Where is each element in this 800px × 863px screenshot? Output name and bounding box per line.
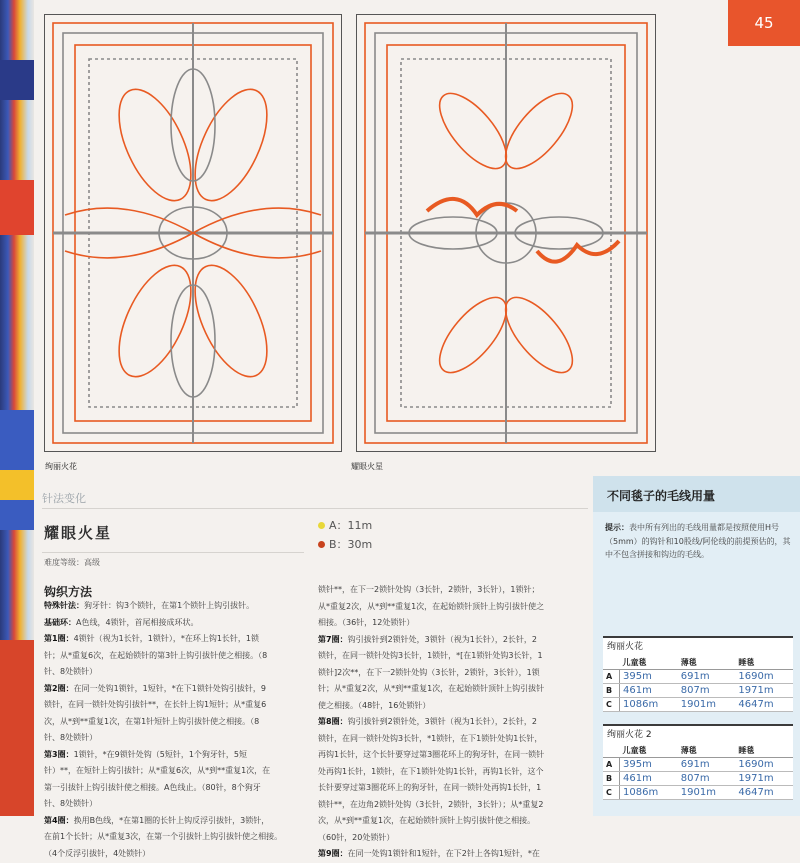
instruction-right-line: 锁针，在同一锁针处钩3长针，1锁针，*[在1锁针处钩3长针，1 xyxy=(318,651,543,660)
diagram-caption-right: 耀眼火星 xyxy=(351,462,383,471)
table-row xyxy=(603,698,793,712)
instruction-left-line: 在前1个长针；从*重复3次，在第一个引拔针上钩引拔针使之相接。 xyxy=(44,832,283,841)
table-row xyxy=(603,772,793,786)
yarn-amount: 1971m xyxy=(735,684,793,698)
section-kicker: 针法变化 xyxy=(42,492,86,505)
table-row xyxy=(603,684,793,698)
yarn-amount: 395m xyxy=(620,758,678,772)
instruction-left-line: 针、8处锁针） xyxy=(44,799,98,808)
yarn-table-header: 睡毯 xyxy=(735,656,793,670)
yarn-b-swatch-icon xyxy=(318,541,325,548)
yarn-row-label: B xyxy=(603,684,620,698)
yarn-amount: 4647m xyxy=(735,786,793,800)
yarn-table-header xyxy=(603,744,620,758)
yarn-amount: 461m xyxy=(620,772,678,786)
yarn-b-label: B：30m xyxy=(329,538,373,551)
yarn-row-label: A xyxy=(603,758,620,772)
yarn-a-label: A：11m xyxy=(329,519,373,532)
book-spine xyxy=(0,0,34,816)
yarn-a xyxy=(318,517,372,533)
yarn-table-header xyxy=(603,656,620,670)
instruction-left-line: 次，从*到**重复1次，在第1针短针上钩引拔针使之相接。（8 xyxy=(44,716,260,726)
yarn-table-grid xyxy=(603,656,793,712)
diagram-left-art xyxy=(45,15,341,451)
yarn-amount: 691m xyxy=(678,758,736,772)
yarn-row-label: C xyxy=(603,698,620,712)
table-row xyxy=(603,670,793,684)
instruction-right-line: 锁针**，在下一2锁针处钩（3长针，2锁针，3长针），1锁针； xyxy=(318,585,540,594)
yarn-row-label: C xyxy=(603,786,620,800)
spine-stripe xyxy=(0,640,34,816)
yarn-amount: 1690m xyxy=(735,758,793,772)
page-number: 45 xyxy=(728,0,800,46)
instruction-right-line: 长针要穿过第3圈花环上的狗牙针，在同一锁针处再钩1长针，1 xyxy=(318,783,542,792)
yarn-table-header: 儿童毯 xyxy=(620,744,678,758)
yarn-amount: 1901m xyxy=(678,698,736,712)
yarn-table-header: 儿童毯 xyxy=(620,656,678,670)
instruction-right-line: 从*重复2次，从*到**重复1次，在起始锁针顶针上钩引拔针使之 xyxy=(318,601,545,611)
table-row xyxy=(603,758,793,772)
crochet-diagram-left xyxy=(44,14,342,471)
instruction-left-line: 第1圈：4锁针（视为1长针，1锁针），*在环上钩1长针，1锁 xyxy=(44,634,260,643)
spine-stripe xyxy=(0,60,34,100)
spine-stripe xyxy=(0,470,34,500)
yarn-amount: 1086m xyxy=(620,698,678,712)
instruction-right-line: 锁针，在同一锁针处钩3长针，*1锁针，在下1锁针处钩1长针， xyxy=(318,733,543,743)
yarn-row-label: B xyxy=(603,772,620,786)
howto-title: 钩织方法 xyxy=(44,585,93,599)
instruction-left-line: 针、8处锁针） xyxy=(44,667,98,676)
table-row xyxy=(603,786,793,800)
yarn-amount: 1690m xyxy=(735,670,793,684)
yarn-a-swatch-icon xyxy=(318,522,325,529)
sidebar-tip: 提示：表中所有列出的毛线用量都是按照使用H号（5mm）的钩针和10股线/阿伦线的前提预估的，其中不包含拼接和钩边的毛线。 xyxy=(605,523,791,559)
yarn-table xyxy=(603,724,793,800)
instruction-right-line: 第8圈：钩引拔针到2锁针处，3锁针（视为1长针），2长针，2 xyxy=(318,717,538,726)
instruction-right-line: 相接。（36针，12处锁针） xyxy=(318,618,415,627)
spine-stripe xyxy=(0,180,34,235)
instruction-left-line: 针、8处锁针） xyxy=(44,733,98,742)
instruction-right-line: 使之相接。（48针，16处锁针） xyxy=(318,700,431,710)
instruction-right-line: 第7圈：钩引拔针到2锁针处，3锁针（视为1长针），2长针，2 xyxy=(318,634,538,644)
yarn-table-header: 睡毯 xyxy=(735,744,793,758)
yarn-amount: 691m xyxy=(678,670,736,684)
instruction-right-line: 次，从*到**重复1次，在起始锁针顶针上钩引拔针使之相接。 xyxy=(318,816,536,825)
instruction-left-line: 基础环：A色线，4锁针，首尾相接成环状。 xyxy=(44,617,199,627)
instruction-left-line: 第一引拔针上钩引拔针使之相接。A色线止。（80针，8个狗牙 xyxy=(44,782,261,792)
diagram-right-art xyxy=(357,15,655,451)
instruction-right-line: 针；从*重复2次，从*到**重复1次，在起始锁针顶针上钩引拔针 xyxy=(318,684,545,693)
yarn-amount: 4647m xyxy=(735,698,793,712)
instruction-right-line: 第9圈：在同一处钩1锁针和1短针，在下2针上各钩1短针，*在 xyxy=(318,849,540,858)
instruction-right-line: （60针，20处锁针） xyxy=(318,832,395,842)
instruction-left-line: 第3圈：1锁针，*在9锁针处钩（5短针，1个狗牙针，5短 xyxy=(44,749,248,759)
yarn-table-caption: 绚丽火花 2 xyxy=(607,730,652,740)
divider xyxy=(42,508,588,509)
yarn-table xyxy=(603,636,793,712)
instruction-right-line: 再钩1长针，这个长针要穿过第3圈花环上的狗牙针，在同一锁针 xyxy=(318,750,545,759)
yarn-table-grid xyxy=(603,744,793,800)
sidebar-title: 不同毯子的毛线用量 xyxy=(607,489,716,503)
instruction-right-line: 锁针]2次**，在下一2锁针处钩（3长针，2锁针，3长针），1锁 xyxy=(318,667,540,677)
instruction-left-line: 锁针，在同一锁针处钩引拔针**，在长针上钩1短针；从*重复6 xyxy=(44,700,267,709)
yarn-row-label: A xyxy=(603,670,620,684)
difficulty-label: 难度等级：高级 xyxy=(44,558,100,567)
pattern-title: 耀眼火星 xyxy=(44,524,113,542)
instruction-left-line: 针）**，在短针上钩引拔针；从*重复6次，从*到**重复1次，在 xyxy=(44,766,271,775)
diagram-caption-left: 绚丽火花 xyxy=(45,462,77,471)
yarn-amount: 1901m xyxy=(678,786,736,800)
instruction-left-line: 第4圈：换用B色线，*在第1圈的长针上钩反浮引拔针，3锁针， xyxy=(44,815,270,825)
divider xyxy=(42,552,304,553)
yarn-table-header: 薄毯 xyxy=(678,744,736,758)
yarn-table-header: 薄毯 xyxy=(678,656,736,670)
yarn-amount: 395m xyxy=(620,670,678,684)
yarn-b xyxy=(318,536,372,552)
yarn-table-caption: 绚丽火花 xyxy=(607,642,644,652)
instruction-right-line: 处再钩1长针，1锁针，在下1锁针处钩1长针，再钩1长针，这个 xyxy=(318,766,544,776)
yarn-usage-sidebar xyxy=(593,476,800,816)
yarn-amount: 1086m xyxy=(620,786,678,800)
instruction-right-line: 锁针**，在边角2锁针处钩（3长针，2锁针，3长针）；从*重复2 xyxy=(318,799,544,809)
instruction-left-line: 第2圈：在同一处钩1锁针，1短针，*在下1锁针处钩引拔针，9 xyxy=(44,683,266,693)
instruction-left-line: 针；从*重复6次，在起始锁针的第3针上钩引拔针使之相接。（8 xyxy=(44,650,268,660)
yarn-amount: 807m xyxy=(678,684,736,698)
yarn-amount: 461m xyxy=(620,684,678,698)
yarn-amount: 1971m xyxy=(735,772,793,786)
instruction-left-line: （4个反浮引拔针，4处锁针） xyxy=(44,848,151,858)
yarn-amount: 807m xyxy=(678,772,736,786)
instruction-left-line: 特殊针法：狗牙针：钩3个锁针，在第1个锁针上钩引拔针。 xyxy=(44,601,255,610)
crochet-diagram-right xyxy=(351,14,656,471)
